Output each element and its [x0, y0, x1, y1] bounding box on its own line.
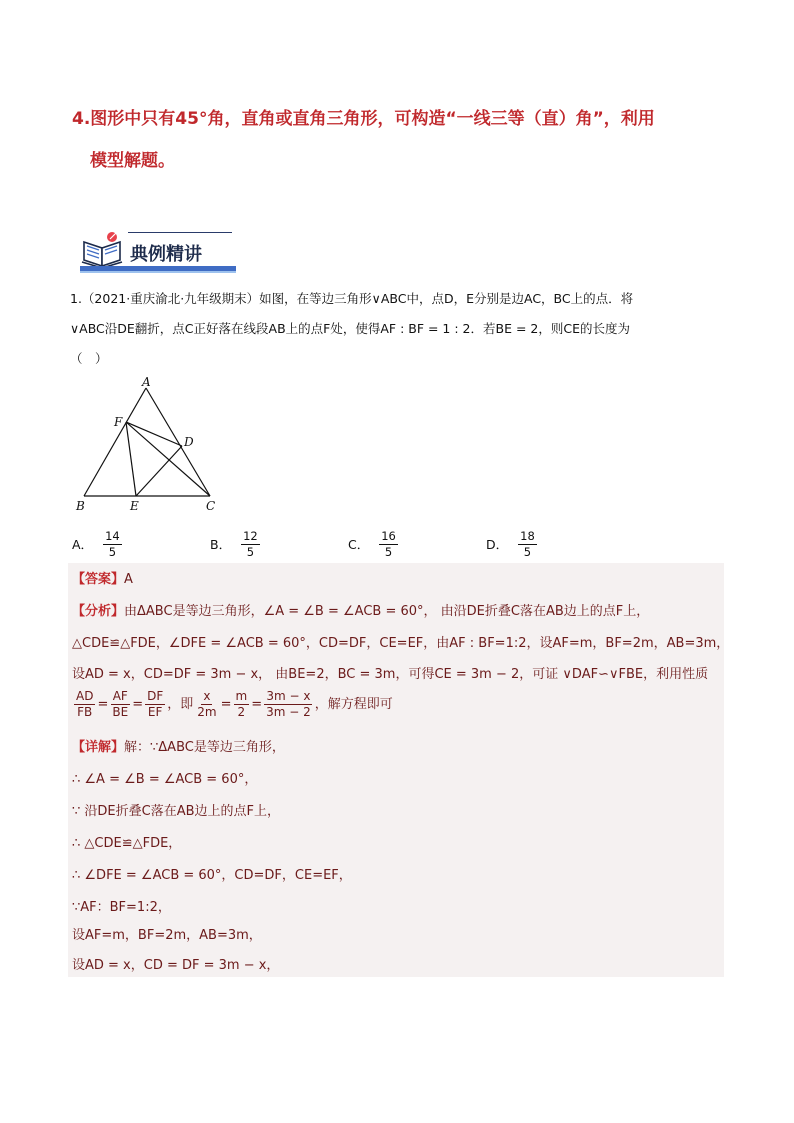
tip-line-1: 4.图形中只有45°角，直角或直角三角形，可构造“一线三等（直）角”，利用	[72, 109, 655, 129]
option-c-fraction	[379, 529, 398, 560]
option-a-fraction	[103, 529, 122, 560]
detail-heading: 【详解】	[72, 740, 125, 755]
analysis-text-1: 由ΔABC是等边三角形，∠A = ∠B = ∠ACB = 60°， 由沿DE折叠C落在AB边上的点F上，	[124, 604, 650, 619]
option-b-num: 12	[243, 528, 258, 543]
fraction-af-be	[110, 689, 130, 720]
frac-num: 3m − x	[266, 689, 311, 703]
equals: =	[132, 697, 144, 712]
connector-text: ，即	[167, 697, 194, 712]
analysis-line-2: △CDE≌△FDE，∠DFE = ∠ACB = 60°，CD=DF，CE=EF，由AF : BF=1:2，设AF=m，BF=2m，AB=3m，	[72, 636, 730, 651]
option-a-den: 5	[108, 544, 117, 559]
tip-line-2: 模型解题。	[90, 151, 175, 171]
detail-line-6: ∵AF：BF=1:2，	[72, 900, 171, 915]
question-line-1: 1.（2021·重庆渝北·九年级期末）如图，在等边三角形∨ABC中，点D，E分别是边AC，BC上的点．将	[70, 291, 634, 306]
frac-den: EF	[147, 705, 163, 719]
fraction-ad-fb	[74, 689, 95, 720]
answer-line	[72, 568, 133, 587]
detail-text-1: 解：∵ΔABC是等边三角形，	[124, 740, 285, 755]
label-d: D	[184, 435, 194, 449]
frac-num: x	[203, 689, 211, 703]
equals: =	[220, 697, 232, 712]
label-a: A	[142, 376, 151, 389]
label-c: C	[206, 499, 216, 513]
analysis-line-4	[72, 689, 393, 720]
side-ab	[84, 388, 146, 496]
detail-line-3: ∵ 沿DE折叠C落在AB边上的点F上，	[72, 804, 280, 819]
question-line-2: ∨ABC沿DE翻折，点C正好落在线段AB上的点F处，使得AF : BF = 1 : 2．若BE = 2，则CE的长度为	[70, 321, 630, 336]
triangle-figure	[70, 376, 230, 516]
question-text	[70, 284, 730, 374]
answer-value: A	[124, 572, 133, 587]
option-b-den: 5	[246, 544, 255, 559]
book-icon	[80, 228, 128, 270]
detail-line-1	[72, 736, 285, 755]
answer-heading: 【答案】	[72, 572, 125, 587]
label-f: F	[114, 415, 123, 429]
option-c[interactable]	[348, 524, 398, 564]
analysis-heading: 【分析】	[72, 604, 125, 619]
fraction-m-2	[234, 689, 250, 720]
segment-de	[136, 446, 182, 496]
banner-underline-light	[80, 271, 236, 273]
frac-den: 2	[237, 705, 246, 719]
analysis-line-1	[72, 600, 649, 619]
option-b-fraction	[241, 529, 260, 560]
frac-den: 2m	[197, 705, 217, 719]
label-b: B	[76, 499, 85, 513]
question-line-3: （ ）	[70, 351, 108, 366]
option-a-letter: A．	[72, 537, 94, 552]
analysis-end: ，解方程即可	[314, 697, 393, 712]
frac-num: m	[235, 689, 248, 703]
option-c-num: 16	[381, 528, 396, 543]
option-d-letter: D．	[486, 537, 509, 552]
option-d-fraction	[518, 529, 537, 560]
tip-paragraph	[72, 98, 728, 182]
fraction-x-2m	[195, 689, 218, 720]
detail-line-7: 设AF=m，BF=2m，AB=3m，	[72, 928, 262, 943]
detail-line-8: 设AD = x，CD = DF = 3m − x，	[72, 958, 280, 973]
analysis-line-3: 设AD = x，CD=DF = 3m − x， 由BE=2，BC = 3m，可得CE = 3m − 2，可证 ∨DAF∽∨FBE，利用性质	[72, 667, 709, 682]
frac-num: AF	[112, 689, 128, 703]
option-d[interactable]	[486, 524, 537, 564]
side-ac	[146, 388, 210, 496]
option-c-den: 5	[384, 544, 393, 559]
section-title: 典例精讲	[130, 244, 202, 265]
frac-den: 3m − 2	[266, 705, 311, 719]
segment-fc	[126, 422, 210, 496]
option-d-num: 18	[520, 528, 535, 543]
frac-den: FB	[77, 705, 93, 719]
solution-panel	[68, 563, 730, 977]
option-a-num: 14	[105, 528, 120, 543]
equals: =	[251, 697, 263, 712]
option-b-letter: B．	[210, 537, 232, 552]
option-d-den: 5	[523, 544, 532, 559]
segment-fe	[126, 422, 136, 496]
detail-line-2: ∴ ∠A = ∠B = ∠ACB = 60°，	[72, 772, 258, 787]
frac-den: BE	[112, 705, 129, 719]
option-c-letter: C．	[348, 537, 370, 552]
fraction-df-ef	[145, 689, 165, 720]
label-e: E	[130, 499, 139, 513]
frac-num: DF	[147, 689, 164, 703]
section-banner	[80, 228, 236, 274]
equals: =	[97, 697, 109, 712]
banner-top-line	[128, 232, 232, 233]
answer-options	[72, 524, 572, 564]
option-a[interactable]	[72, 524, 122, 564]
fraction-3mx-3m2	[264, 689, 313, 720]
detail-line-4: ∴ △CDE≌△FDE，	[72, 836, 182, 851]
option-b[interactable]	[210, 524, 260, 564]
detail-line-5: ∴ ∠DFE = ∠ACB = 60°，CD=DF，CE=EF，	[72, 868, 352, 883]
frac-num: AD	[76, 689, 94, 703]
